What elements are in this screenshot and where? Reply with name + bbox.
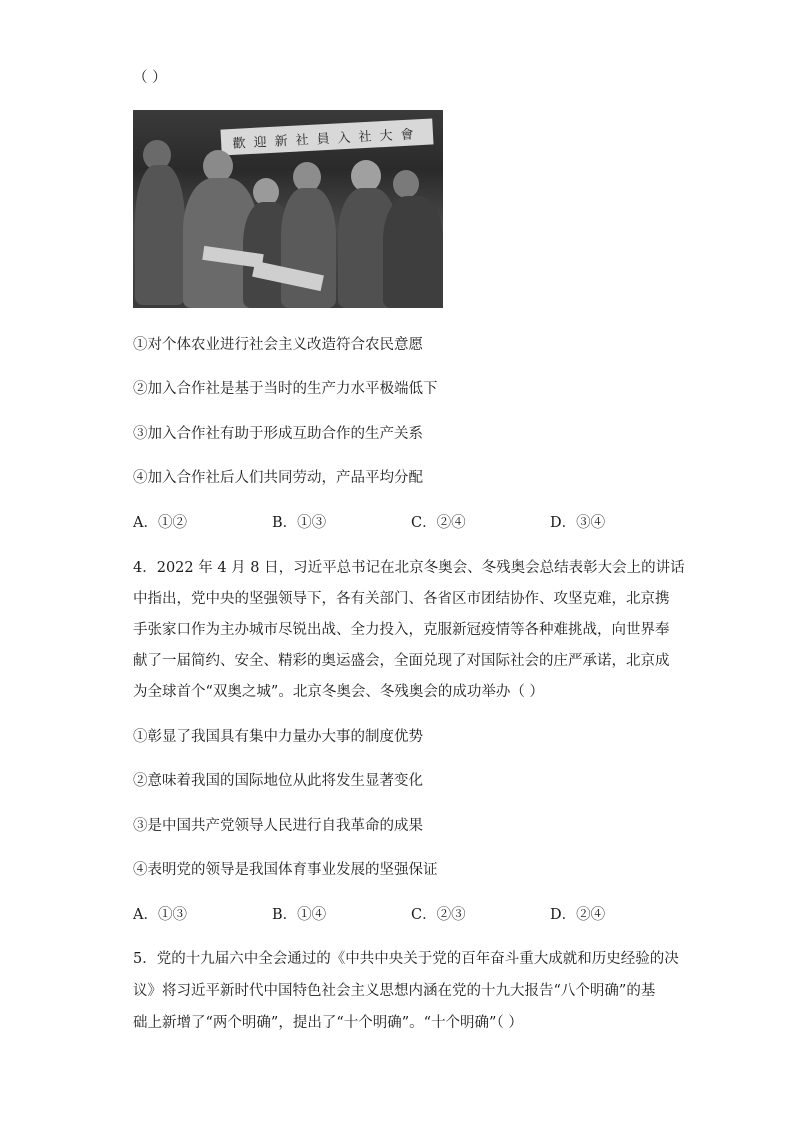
q3-option-a[interactable]: A．①②: [133, 515, 187, 531]
q4-option-c[interactable]: C．②③: [411, 907, 466, 923]
photo-banner: 歡迎新社員入社大會: [220, 118, 433, 155]
photo-figure: [393, 170, 419, 198]
photo-figure: [383, 196, 443, 308]
q4-option-a[interactable]: A．①③: [133, 907, 187, 923]
q4-option-d[interactable]: D．②④: [550, 907, 606, 923]
q4-item-2: ②意味着我国的国际地位从此将发生显著变化: [133, 773, 423, 789]
historical-photo: [133, 110, 443, 308]
q4-stem-line-3: 手张家口作为主办城市尽锐出战、全力投入，克服新冠疫情等各种难挑战，向世界奉: [133, 622, 670, 638]
q4-item-1: ①彰显了我国具有集中力量办大事的制度优势: [133, 729, 423, 745]
q4-option-b[interactable]: B．①④: [272, 907, 327, 923]
q5-stem-line-1: 5．党的十九届六中全会通过的《中共中央关于党的百年奋斗重大成就和历史经验的决: [133, 951, 679, 967]
answer-bracket: （ ）: [133, 70, 167, 86]
q3-options: [133, 511, 689, 532]
q4-stem-line-2: 中指出，党中央的坚强领导下，各有关部门、各省区市团结协作、攻坚克难，北京携: [133, 591, 670, 607]
photo-figure: [135, 165, 185, 305]
q3-item-2: ②加入合作社是基于当时的生产力水平极端低下: [133, 381, 438, 397]
q4-stem-line-4: 献了一届简约、安全、精彩的奥运盛会，全面兑现了对国际社会的庄严承诺，北京成: [133, 653, 670, 669]
q3-option-c[interactable]: C．②④: [411, 515, 466, 531]
q3-item-3: ③加入合作社有助于形成互助合作的生产关系: [133, 426, 423, 442]
q4-options: [133, 903, 689, 924]
q4-stem-line-5: 为全球首个“双奥之城”。北京冬奥会、冬残奥会的成功举办（ ）: [133, 684, 544, 700]
q3-option-d[interactable]: D．③④: [550, 515, 606, 531]
q3-item-1: ①对个体农业进行社会主义改造符合农民意愿: [133, 337, 423, 353]
q5-stem-line-2: 议》将习近平新时代中国特色社会主义思想内涵在党的十九大报告“八个明确”的基: [133, 983, 656, 999]
q5-stem-line-3: 础上新增了“两个明确”，提出了“十个明确”。“十个明确”（ ）: [133, 1015, 523, 1031]
q4-item-3: ③是中国共产党领导人民进行自我革命的成果: [133, 818, 423, 834]
q4-item-4: ④表明党的领导是我国体育事业发展的坚强保证: [133, 862, 438, 878]
q3-item-4: ④加入合作社后人们共同劳动，产品平均分配: [133, 470, 423, 486]
q4-stem-line-1: 4．2022 年 4 月 8 日，习近平总书记在北京冬奥会、冬残奥会总结表彰大会上的讲话: [133, 560, 685, 576]
photo-figure: [281, 188, 336, 308]
q3-option-b[interactable]: B．①③: [272, 515, 327, 531]
